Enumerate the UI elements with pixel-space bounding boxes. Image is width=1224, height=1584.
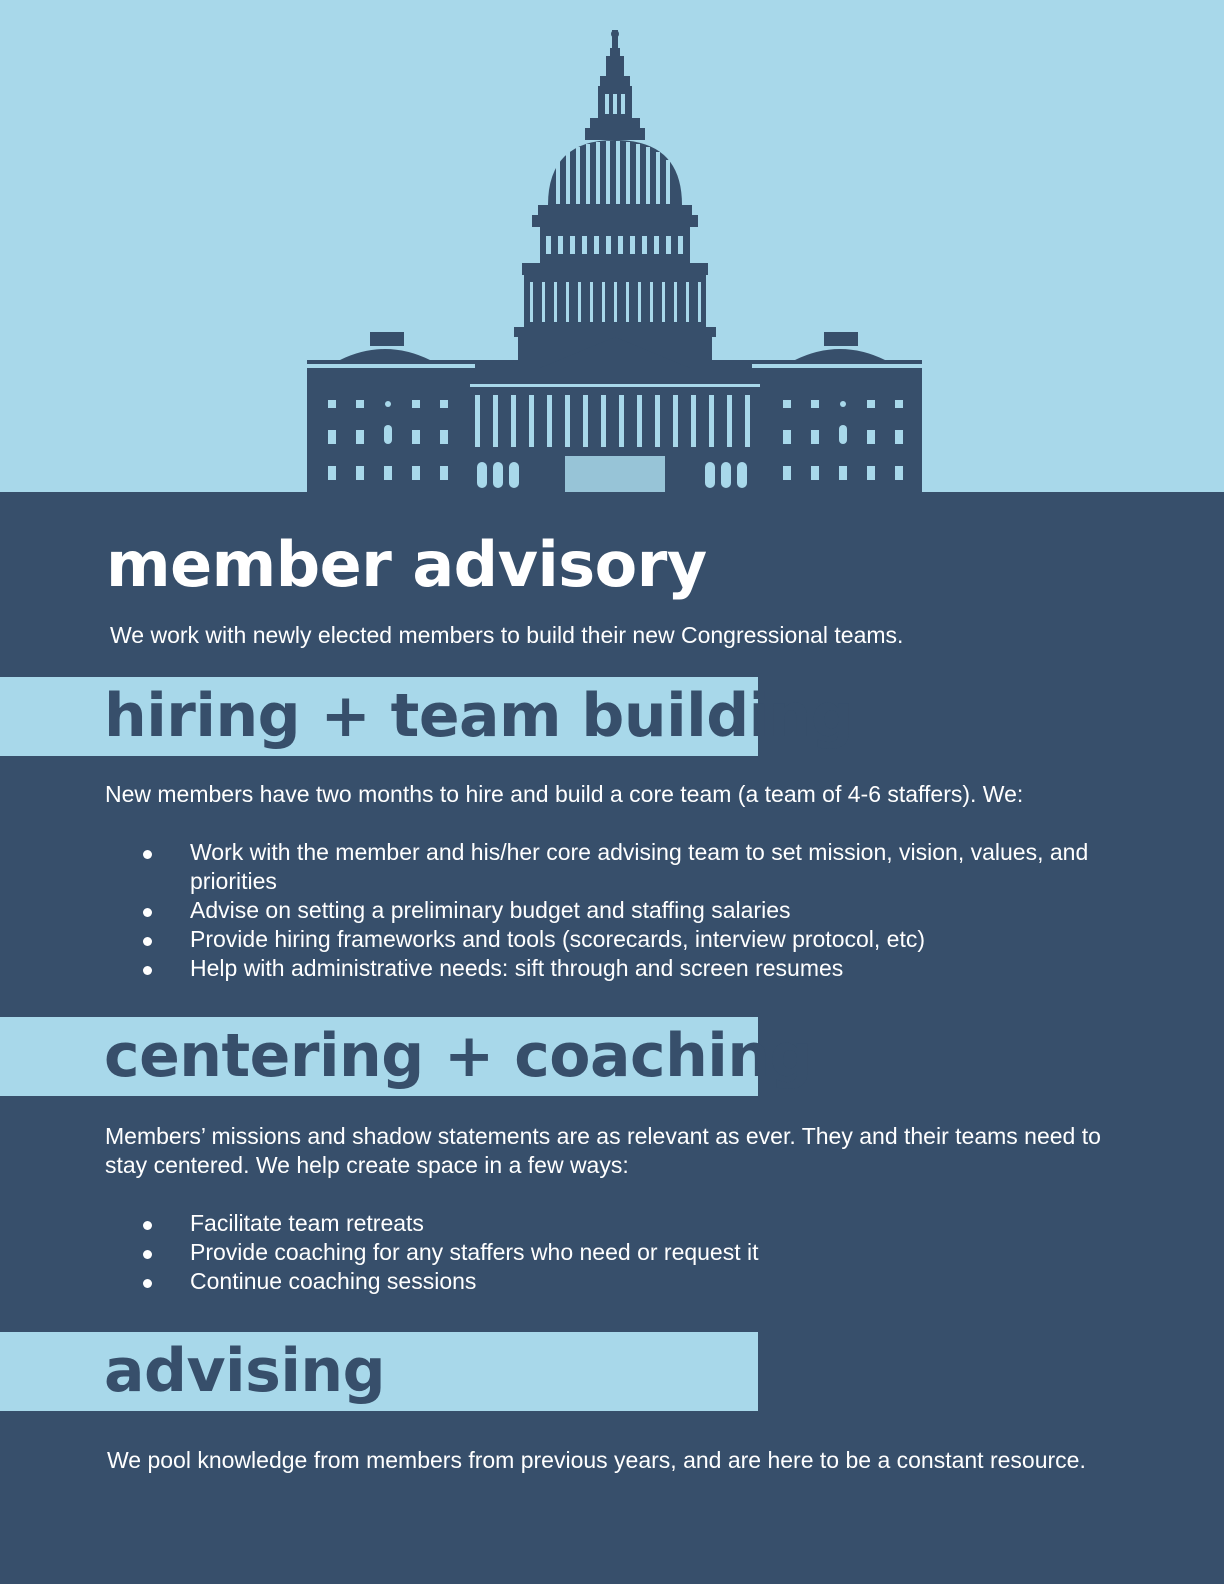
list-item: Continue coaching sessions bbox=[0, 1267, 1100, 1296]
list-item: Provide hiring frameworks and tools (scorecards, interview protocol, etc) bbox=[0, 925, 1100, 954]
section-heading-band bbox=[0, 677, 854, 756]
section-heading: advising bbox=[104, 1336, 386, 1406]
intro-text: We work with newly elected members to build their new Congressional teams. bbox=[110, 622, 904, 648]
list-item: Advise on setting a preliminary budget and staffing salaries bbox=[0, 896, 1100, 925]
list-item: Provide coaching for any staffers who need or request it bbox=[0, 1238, 1100, 1267]
bullet-list bbox=[0, 838, 1100, 983]
hero-banner bbox=[0, 0, 1224, 492]
section-heading: centering + coaching bbox=[104, 1021, 813, 1091]
section-paragraph: We pool knowledge from members from previous years, and are here to be a constant resource. bbox=[107, 1447, 1086, 1473]
list-item: Facilitate team retreats bbox=[0, 1209, 1100, 1238]
section-heading: hiring + team building bbox=[104, 681, 854, 751]
section-heading-band bbox=[0, 1017, 813, 1096]
list-item: Work with the member and his/her core advising team to set mission, vision, values, and priorities bbox=[0, 838, 1100, 896]
bullet-list bbox=[0, 1209, 1100, 1296]
capitol-building-icon bbox=[0, 0, 1224, 492]
page-title: member advisory bbox=[106, 528, 707, 601]
section-paragraph: Members’ missions and shadow statements are as relevant as ever. They and their teams need to stay centered. We help create space in a few ways: bbox=[105, 1123, 1101, 1178]
section-heading-band bbox=[0, 1332, 758, 1411]
list-item: Help with administrative needs: sift through and screen resumes bbox=[0, 954, 1100, 983]
section-paragraph: New members have two months to hire and build a core team (a team of 4-6 staffers). We: bbox=[105, 781, 1024, 807]
